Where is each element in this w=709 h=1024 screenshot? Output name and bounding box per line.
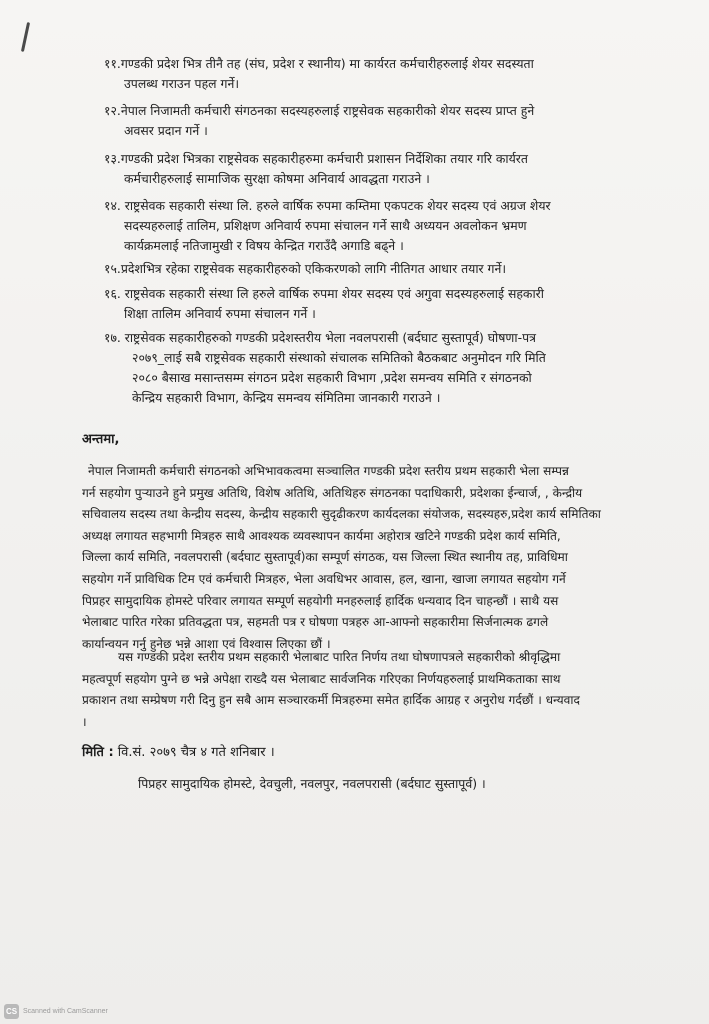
item-line: शिक्षा तालिम अनिवार्य रुपमा संचालन गर्ने । [124, 306, 316, 321]
paragraph-line: । [82, 714, 87, 729]
item-line: १३.गण्डकी प्रदेश भित्रका राष्ट्रसेवक सहकारीहरुमा कर्मचारी प्रशासन निर्देशिका तयार गरि कार्यरत [104, 151, 528, 166]
paragraph-line: जिल्ला कार्य समिति, नवलपरासी (बर्दघाट सुस्तापूर्व)का सम्पूर्ण संगठक, यस जिल्ला स्थित स्थानीय तह, प्राविधिमा [82, 550, 568, 565]
paragraph-line: महत्वपूर्ण सहयोग पुग्ने छ भन्ने अपेक्षा राख्दै यस भेलाबाट सार्वजनिक गरिएका निर्णयहरुलाई प्राथमिकताका साथ [82, 671, 561, 686]
date-value: वि.सं. २०७९ चैत्र ४ गते शनिबार । [117, 745, 275, 760]
item-line: १४. राष्ट्रसेवक सहकारी संस्था लि. हरुले वार्षिक रुपमा कम्तिमा एकपटक शेयर सदस्य एवं अग्रज शेयर [104, 198, 551, 213]
item-line: कर्मचारीहरुलाई सामाजिक सुरक्षा कोषमा अनिवार्य आवद्धता गराउने । [124, 171, 430, 186]
scanner-watermark [4, 1003, 108, 1019]
list-item-12 [104, 101, 534, 141]
item-line: ११.गण्डकी प्रदेश भित्र तीनै तह (संघ, प्रदेश र स्थानीय) मा कार्यरत कर्मचारीहरुलाई शेयर सदस्यता [104, 56, 534, 71]
list-item-16 [104, 284, 544, 324]
item-line: १५.प्रदेशभित्र रहेका राष्ट्रसेवक सहकारीहरुको एकिकरणको लागि नीतिगत आधार तयार गर्ने। [104, 261, 507, 276]
list-item-15 [104, 259, 506, 279]
item-line: २०७९_लाई सबै राष्ट्रसेवक सहकारी संस्थाको संचालक समितिको बैठकबाट अनुमोदन गरि मिति [132, 350, 546, 365]
item-line: १६. राष्ट्रसेवक सहकारी संस्था लि हरुले वार्षिक रुपमा शेयर सदस्य एवं अगुवा सदस्यहरुलाई सहकारी [104, 286, 544, 301]
item-line: १२.नेपाल निजामती कर्मचारी संगठनका सदस्यहरुलाई राष्ट्रसेवक सहकारीको शेयर सदस्य प्राप्त हुने [104, 103, 535, 118]
paragraph-line: पिप्रहर सामुदायिक होमस्टे परिवार लगायत सम्पूर्ण सहयोगी मनहरुलाई हार्दिक धन्यवाद दिन चाहन्छौं । साथै यस [82, 593, 559, 608]
request-paragraph [82, 647, 580, 733]
item-line: १७. राष्ट्रसेवक सहकारीहरुको गण्डकी प्रदेशस्तरीय भेला नवलपरासी (बर्दघाट सुस्तापूर्व) घोषणा-पत्र [104, 330, 536, 345]
paragraph-line: अध्यक्ष लगायत सहभागी मित्रहरु साथै आवश्यक व्यवस्थापन कार्यमा अहोरात्र खटिने गण्डकी प्रदेश कार्य समिति, [82, 528, 561, 543]
scanner-text: Scanned with CamScanner [23, 1007, 108, 1015]
pen-mark [21, 22, 30, 52]
paragraph-line: नेपाल निजामती कर्मचारी संगठनको अभिभावकत्वमा सञ्चालित गण्डकी प्रदेश स्तरीय प्रथम सहकारी भेला सम्पन्न [88, 464, 569, 478]
paragraph-line: कार्यान्वयन गर्नु हुनेछ भन्ने आशा एवं विश्वास लिएका छौं । [82, 636, 331, 651]
camscanner-logo-icon: CS [4, 1004, 19, 1019]
item-line: कार्यक्रमलाई नतिजामुखी र विषय केन्द्रित गराउँदै अगाडि बढ्ने । [124, 238, 404, 253]
closing-heading: अन्तमा, [82, 432, 120, 447]
list-item-11 [104, 54, 534, 94]
item-line: केन्द्रिय सहकारी विभाग, केन्द्रिय समन्वय संमितिमा जानकारी गराउने । [132, 390, 441, 405]
thanks-paragraph [82, 461, 601, 655]
paragraph-line: यस गण्डकी प्रदेश स्तरीय प्रथम सहकारी भेलाबाट पारित निर्णय तथा घोषणापत्रले सहकारीको श्रीवृद्धिमा [118, 650, 561, 664]
paragraph-line: सहयोग गर्ने प्राविधिक टिम एवं कर्मचारी मित्रहरु, भेला अवधिभर आवास, हल, खाना, खाजा लगायत सहयोग गर्ने [82, 571, 566, 586]
list-item-13 [104, 149, 528, 189]
paragraph-line: सचिवालय सदस्य तथा केन्द्रीय सदस्य, केन्द्रीय सहकारी सुदृढीकरण कार्यदलका संयोजक, सदस्यहरु,प्रदेश कार्य समितिका [82, 507, 601, 522]
item-line: २०८० बैसाख मसान्तसम्म संगठन प्रदेश सहकारी विभाग ,प्रदेश समन्वय समिति र संगठनको [132, 370, 532, 385]
item-line: सदस्यहरुलाई तालिम, प्रशिक्षण अनिवार्य रुपमा संचालन गर्ने साथै अध्ययन अवलोकन भ्रमण [124, 218, 527, 233]
paragraph-line: गर्न सहयोग पुऱ्याउने हुने प्रमुख अतिथि, विशेष अतिथि, अतिथिहरु संगठनका पदाधिकारी, प्रदेशका ईन्चार्ज, , केन्द्रीय [82, 485, 583, 500]
date-line [82, 742, 275, 760]
date-label: मिति : [82, 745, 114, 760]
paragraph-line: भेलाबाट पारित गरेका प्रतिवद्धता पत्र, सहमती पत्र र घोषणा पत्रहरु आ-आफ्नो सहकारीमा सिर्जनात्मक ढगले [82, 615, 549, 630]
item-line: उपलब्ध गराउन पहल गर्ने। [124, 76, 240, 91]
organizer-signature: पिप्रहर सामुदायिक होमस्टे, देवचुली, नवलपुर, नवलपरासी (बर्दघाट सुस्तापूर्व) । [138, 776, 486, 791]
paragraph-line: प्रकाशन तथा सम्प्रेषण गरी दिनु हुन सबै आम सञ्चारकर्मी मित्रहरुमा समेत हार्दिक आग्रह र अनुरोध गर्दछौं । धन्यवाद [82, 693, 580, 708]
item-line: अवसर प्रदान गर्ने । [124, 123, 208, 138]
list-item-14 [104, 196, 551, 256]
list-item-17 [104, 328, 546, 408]
